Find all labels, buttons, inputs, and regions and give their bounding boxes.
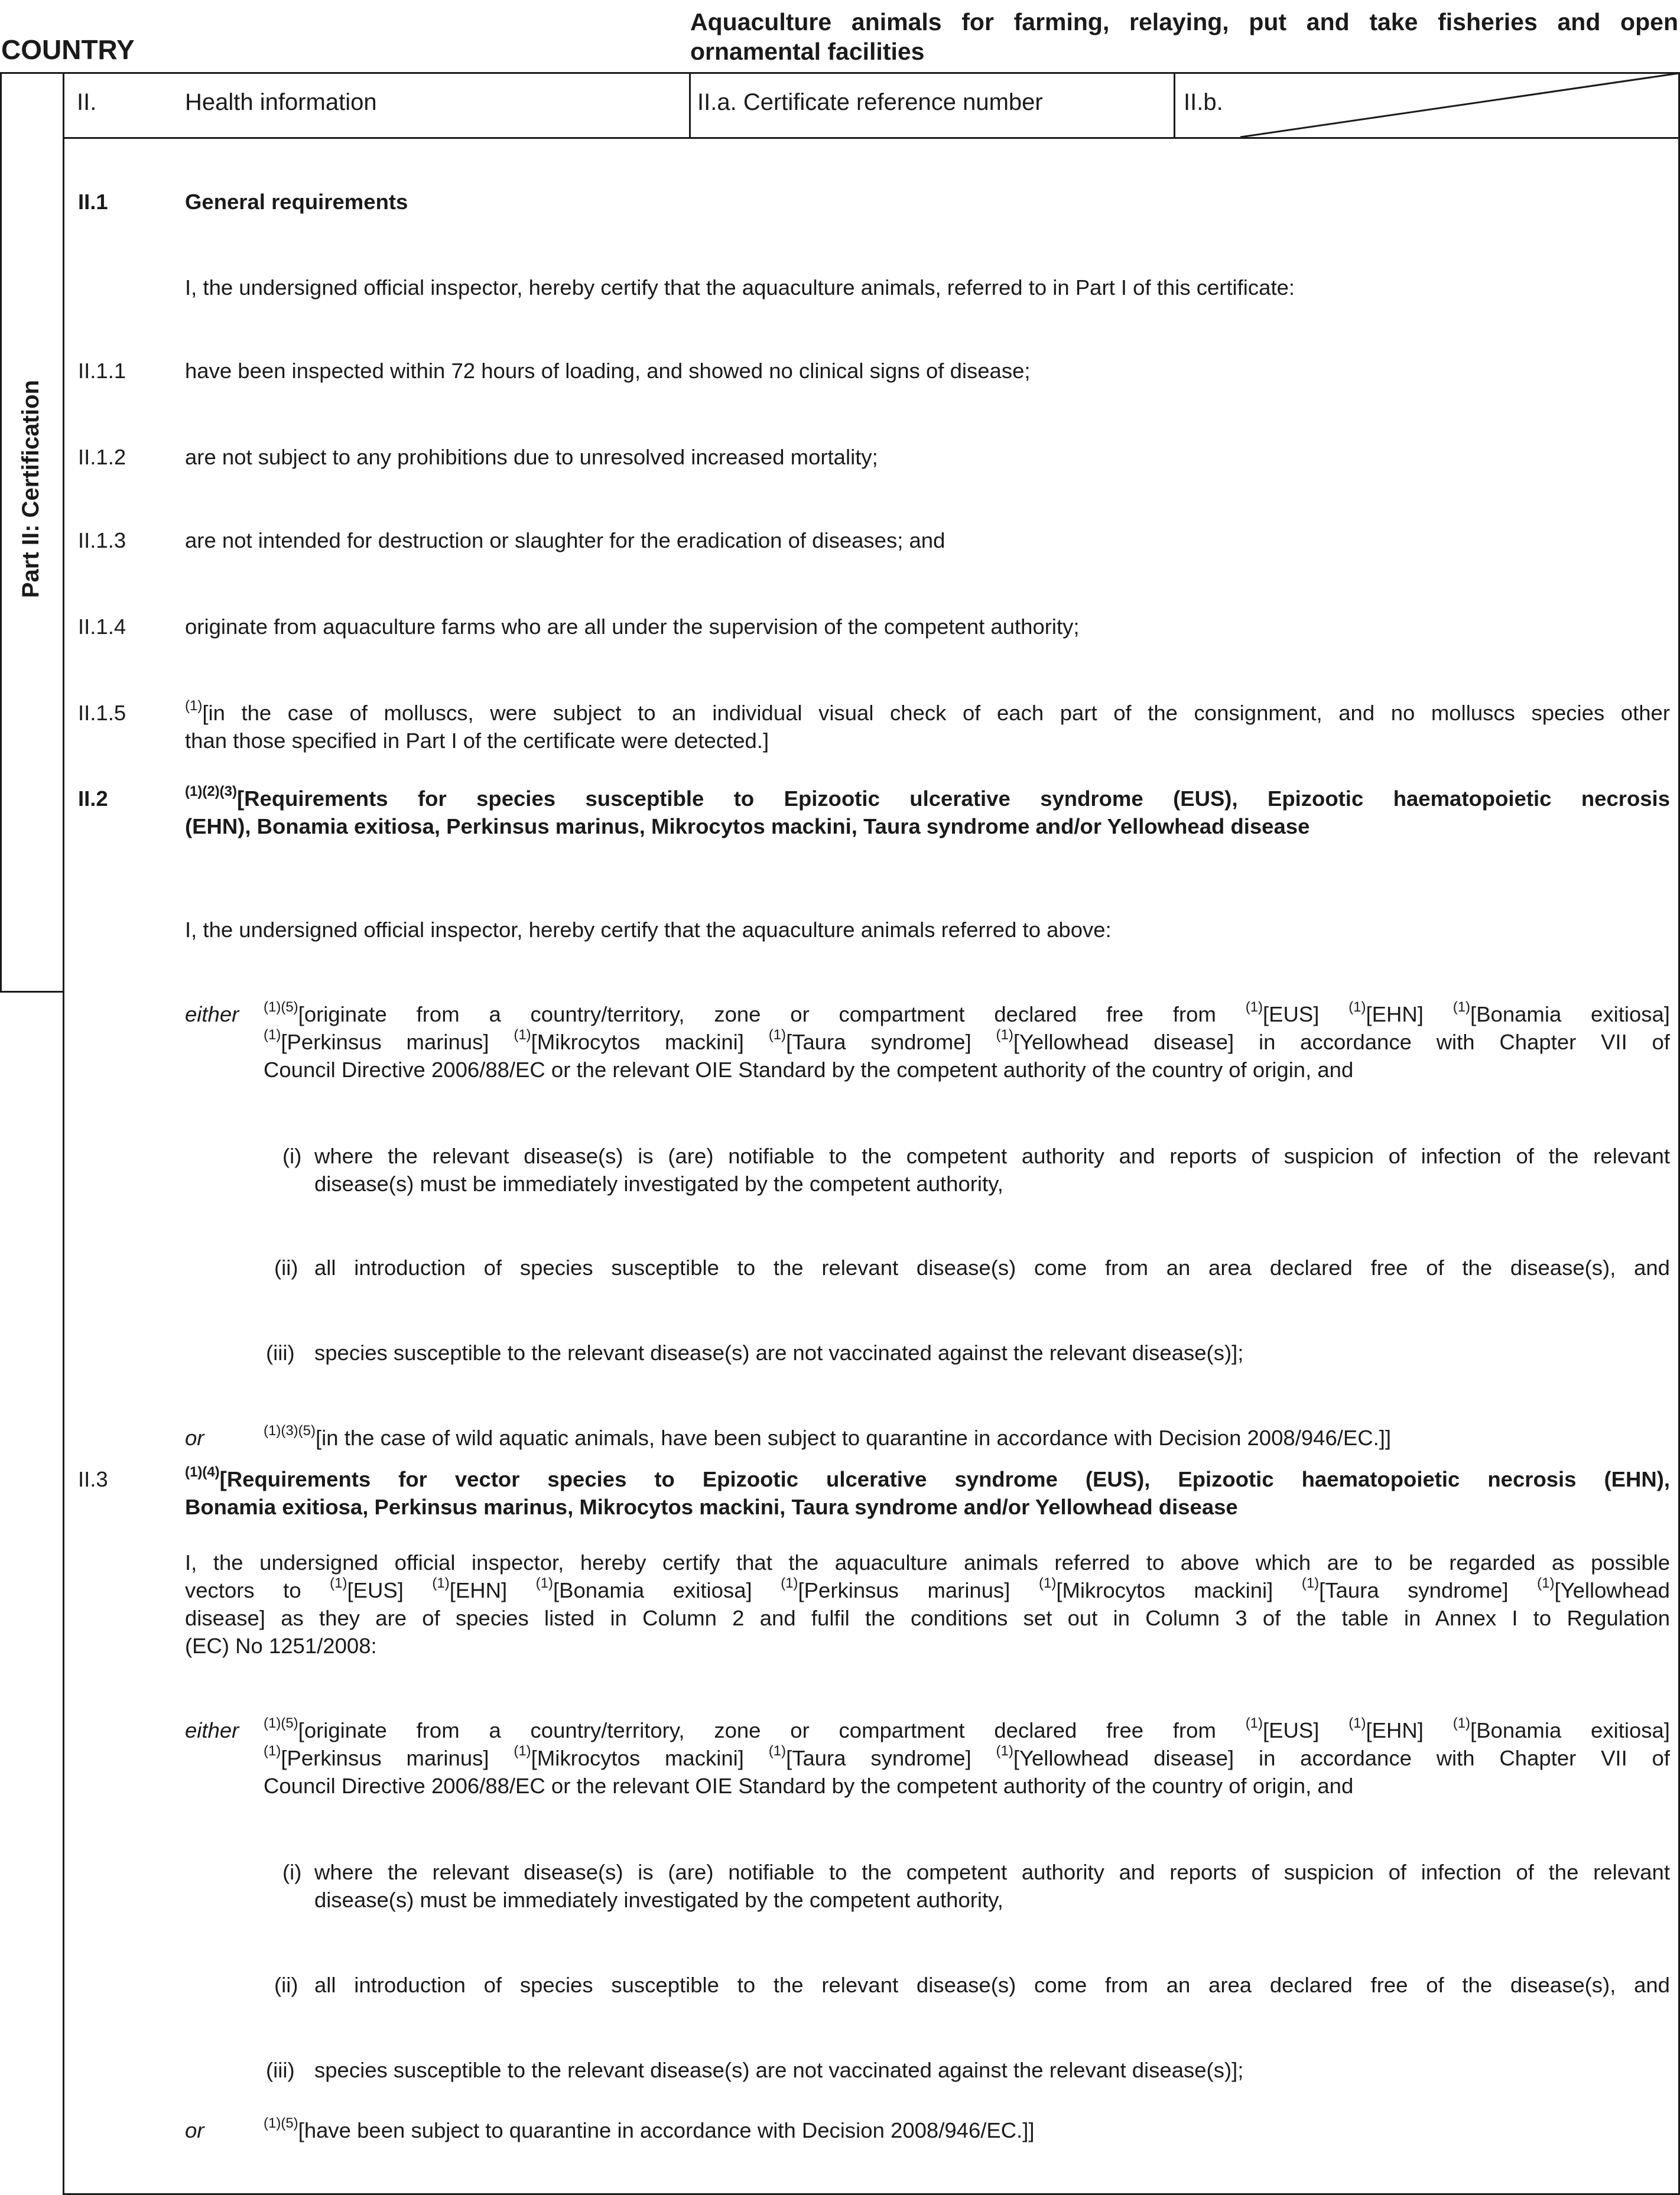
header-divider-2 (1174, 72, 1175, 137)
item-text: $^{(1)}$[in the case of molluscs, were subject to an individual visual check of each part of the consignment, and no molluscs species other (185, 697, 1670, 725)
either-clause: $^{(1)(5)}$[originate from a country/territory, zone or compartment declared free from $^{(1)}$[EUS] $^{(1)}$[EHN] $^{(1)}$[Bonamia exitiosa] (264, 999, 1670, 1026)
cert-ref-label: II.a. Certificate reference number (697, 89, 1043, 115)
sub-item-number: (iii) (266, 1341, 295, 1365)
item-text: are not intended for destruction or slaughter for the eradication of diseases; and (185, 528, 945, 552)
or-label: or (185, 1426, 204, 1450)
section-title-continued: Bonamia exitiosa, Perkinsus marinus, Mikrocytos mackini, Taura syndrome and/or Yellowhead disease (185, 1495, 1238, 1519)
content-left-border (63, 72, 64, 2195)
section-title: $^{(1)(2)(3)}$[Requirements for species susceptible to Epizootic ulcerative syndrome (EUS), Epizootic haematopoietic necrosis (185, 783, 1670, 811)
side-label-bottom-border (0, 991, 64, 993)
item-number: II.1.2 (78, 445, 126, 469)
certificate-title: Aquaculture animals for farming, relaying, put and take fisheries and open ornamental facilities (690, 8, 1678, 65)
diagonal-strike (1240, 72, 1680, 138)
section-intro: I, the undersigned official inspector, hereby certify that the aquaculture animals, referred to in Part I of this certificate: (185, 275, 1295, 300)
sub-item-text: species susceptible to the relevant disease(s) are not vaccinated against the relevant disease(s)]; (314, 1341, 1244, 1365)
sub-item-text: disease(s) must be immediately investigated by the competent authority, (314, 1888, 1003, 1912)
either-label: either (185, 1718, 239, 1742)
item-number: II.1.1 (78, 359, 126, 383)
either-clause: $^{(1)}$[Perkinsus marinus] $^{(1)}$[Mikrocytos mackini] $^{(1)}$[Taura syndrome] $^{(1)}$[Yellowhead disease] in accordance with Chapter VII of (264, 1742, 1670, 1770)
part-title: Health information (185, 89, 377, 115)
sub-item-text: disease(s) must be immediately investigated by the competent authority, (314, 1172, 1003, 1196)
either-clause: Council Directive 2006/88/EC or the relevant OIE Standard by the competent authority of the country of origin, and (264, 1058, 1354, 1082)
left-outer-border (0, 72, 2, 993)
section-intro: I, the undersigned official inspector, hereby certify that the aquaculture animals referred to above which are to be regarded as possible (185, 1550, 1670, 1575)
section-title-continued: (EHN), Bonamia exitiosa, Perkinsus marinus, Mikrocytos mackini, Taura syndrome and/or Yellowhead disease (185, 814, 1310, 838)
sub-item-text: species susceptible to the relevant disease(s) are not vaccinated against the relevant disease(s)]; (314, 2058, 1244, 2082)
sub-item-text: all introduction of species susceptible to the relevant disease(s) come from an area declared free of the disease(s), and (314, 1256, 1670, 1280)
sub-item-number: (i) (282, 1860, 302, 1884)
or-clause: $^{(1)(3)(5)}$[in the case of wild aquatic animals, have been subject to quarantine in accordance with Decision 2008/946/EC.]] (264, 1422, 1392, 1450)
item-number: II.1.4 (78, 614, 126, 639)
item-number: II.1.5 (78, 701, 126, 725)
section-title: $^{(1)(4)}$[Requirements for vector species to Epizootic ulcerative syndrome (EUS), Epizootic haematopoietic necrosis (EHN), (185, 1464, 1670, 1491)
item-number: II.1.3 (78, 528, 126, 552)
item-text: are not subject to any prohibitions due to unresolved increased mortality; (185, 445, 878, 469)
sub-item-text: all introduction of species susceptible to the relevant disease(s) come from an area declared free of the disease(s), and (314, 1973, 1670, 1997)
section-number: II.2 (78, 786, 108, 811)
section-intro: (EC) No 1251/2008: (185, 1634, 377, 1658)
either-label: either (185, 1002, 239, 1026)
sub-item-number: (ii) (274, 1973, 298, 1997)
sub-item-text: where the relevant disease(s) is (are) notifiable to the competent authority and reports of suspicion of infection of the relevant (314, 1860, 1670, 1884)
item-text-continued: than those specified in Part I of the certificate were detected.] (185, 729, 769, 753)
either-clause: $^{(1)}$[Perkinsus marinus] $^{(1)}$[Mikrocytos mackini] $^{(1)}$[Taura syndrome] $^{(1)}$[Yellowhead disease] in accordance with Chapter VII of (264, 1026, 1670, 1054)
iib-label: II.b. (1184, 89, 1223, 115)
sub-item-number: (iii) (266, 2058, 295, 2082)
section-intro: I, the undersigned official inspector, hereby certify that the aquaculture animals referred to above: (185, 918, 1112, 942)
part-number: II. (77, 89, 97, 115)
section-title: General requirements (185, 190, 408, 214)
or-clause: $^{(1)(5)}$[have been subject to quarantine in accordance with Decision 2008/946/EC.]] (264, 2115, 1035, 2142)
either-clause: Council Directive 2006/88/EC or the relevant OIE Standard by the competent authority of the country of origin, and (264, 1774, 1354, 1798)
header-divider-1 (689, 72, 691, 137)
sub-item-text: where the relevant disease(s) is (are) notifiable to the competent authority and reports of suspicion of infection of the relevant (314, 1144, 1670, 1168)
either-clause: $^{(1)(5)}$[originate from a country/territory, zone or compartment declared free from $^{(1)}$[EUS] $^{(1)}$[EHN] $^{(1)}$[Bonamia exitiosa] (264, 1715, 1670, 1742)
country-label: COUNTRY (1, 34, 135, 65)
section-intro: vectors to $^{(1)}$[EUS] $^{(1)}$[EHN] $^{(1)}$[Bonamia exitiosa] $^{(1)}$[Perkinsus marinus] $^{(1)}$[Mikrocytos mackini] $^{(1)}$[Taura syndrome] $^{(1)}$[Yellowhead (185, 1575, 1670, 1602)
or-label: or (185, 2118, 204, 2142)
sub-item-number: (i) (282, 1144, 302, 1168)
item-text: originate from aquaculture farms who are all under the supervision of the competent authority; (185, 614, 1080, 639)
section-number: II.3 (78, 1467, 108, 1491)
section-intro: disease] as they are of species listed in Column 2 and fulfil the conditions set out in Column 3 of the table in Annex I to Regulation (185, 1606, 1670, 1630)
section-number: II.1 (78, 190, 108, 214)
sub-item-number: (ii) (274, 1256, 298, 1280)
item-text: have been inspected within 72 hours of loading, and showed no clinical signs of disease; (185, 359, 1031, 383)
side-label: Part II: Certification (18, 380, 44, 598)
